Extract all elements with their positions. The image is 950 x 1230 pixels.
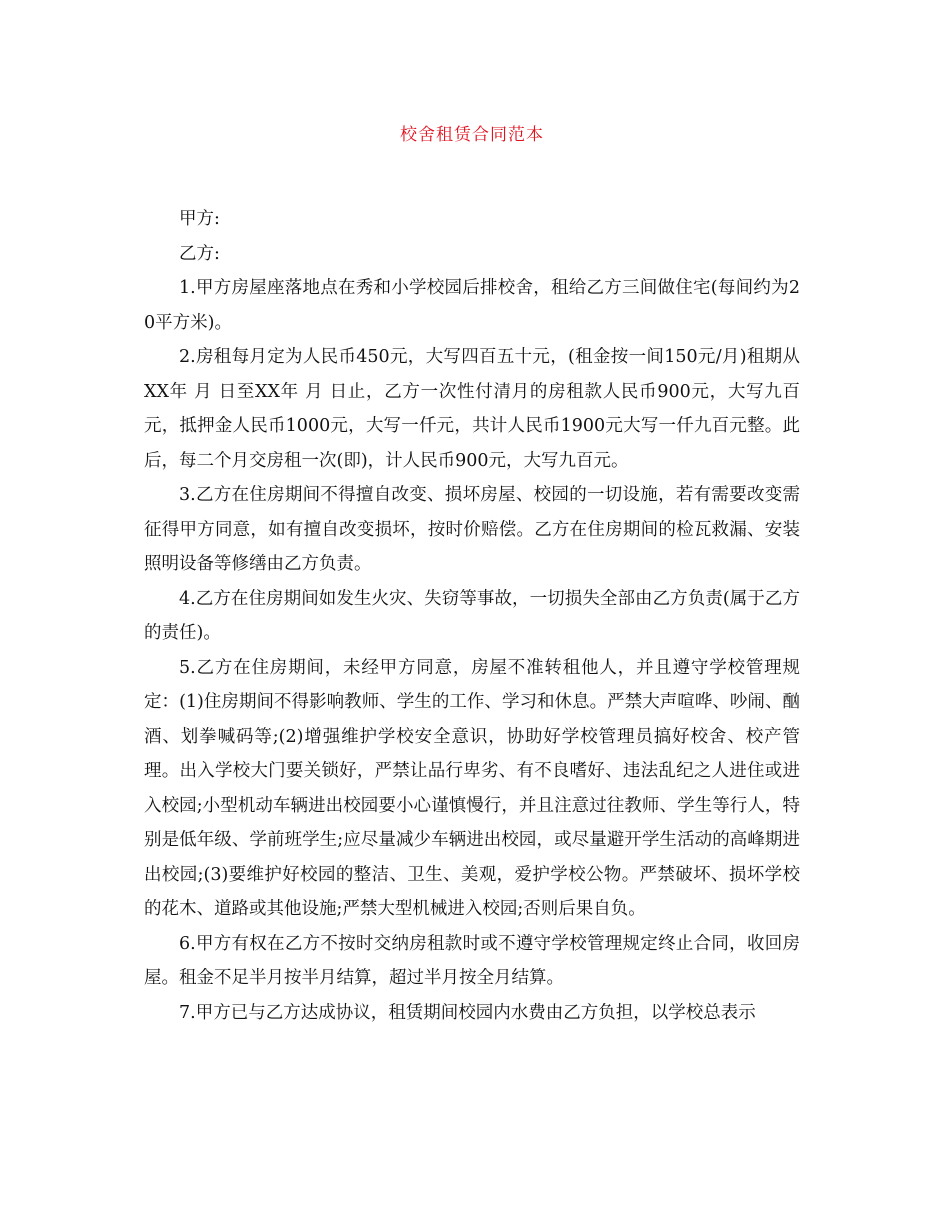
party-b-line: 乙方: (179, 243, 220, 264)
clause-4: 4.乙方在住房期间如发生火灾、失窃等事故，一切损失全部由乙方负责(属于乙方的责任)。 (144, 588, 800, 643)
clause-3: 3.乙方在住房期间不得擅自改变、损坏房屋、校园的一切设施，若有需要改变需征得甲方同意，如有擅自改变损坏，按时价赔偿。乙方在住房期间的检瓦救漏、安装照明设备等修缮由乙方负责。 (144, 485, 800, 574)
document-title: 校舍租赁合同范本 (400, 125, 544, 145)
clause-1: 1.甲方房屋座落地点在秀和小学校园后排校舍，租给乙方三间做住宅(每间约为20平方米)。 (144, 278, 800, 333)
clause-5: 5.乙方在住房期间，未经甲方同意，房屋不准转租他人，并且遵守学校管理规定：(1)住房期间不得影响教师、学生的工作、学习和休息。严禁大声喧哗、吵闹、酗酒、划拳喊码等;(2)增强维护学校安全意识，协助好学校管理员搞好校舍、校产管理。出入学校大门要关锁好，严禁让品行卑劣、有不良嗜好、违法乱纪之人进住或进入校园;小型机动车辆进出校园要小心谨慎慢行，并且注意过往教师、学生等行人，特别是低年级、学前班学生;应尽量减少车辆进出校园，或尽量避开学生活动的高峰期进出校园;(3)要维护好校园的整洁、卫生、美观，爱护学校公物。严禁破坏、损坏学校的花木、道路或其他设施;严禁大型机械进入校园;否则后果自负。 (144, 657, 800, 919)
clause-6: 6.甲方有权在乙方不按时交纳房租款时或不遵守学校管理规定终止合同，收回房屋。租金不足半月按半月结算，超过半月按全月结算。 (144, 933, 800, 988)
clause-2: 2.房租每月定为人民币450元，大写四百五十元，(租金按一间150元/月)租期从XX年 月 日至XX年 月 日止，乙方一次性付清月的房租款人民币900元，大写九百元，抵押金人民币1000元，大写一仟元，共计人民币1900元大写一仟九百元整。此后，每二个月交房租一次(即)，计人民币900元，大写九百元。 (144, 347, 800, 471)
party-a-line: 甲方: (179, 209, 220, 229)
clause-7: 7.甲方已与乙方达成协议，租赁期间校园内水费由乙方负担，以学校总表示 (179, 1002, 756, 1023)
